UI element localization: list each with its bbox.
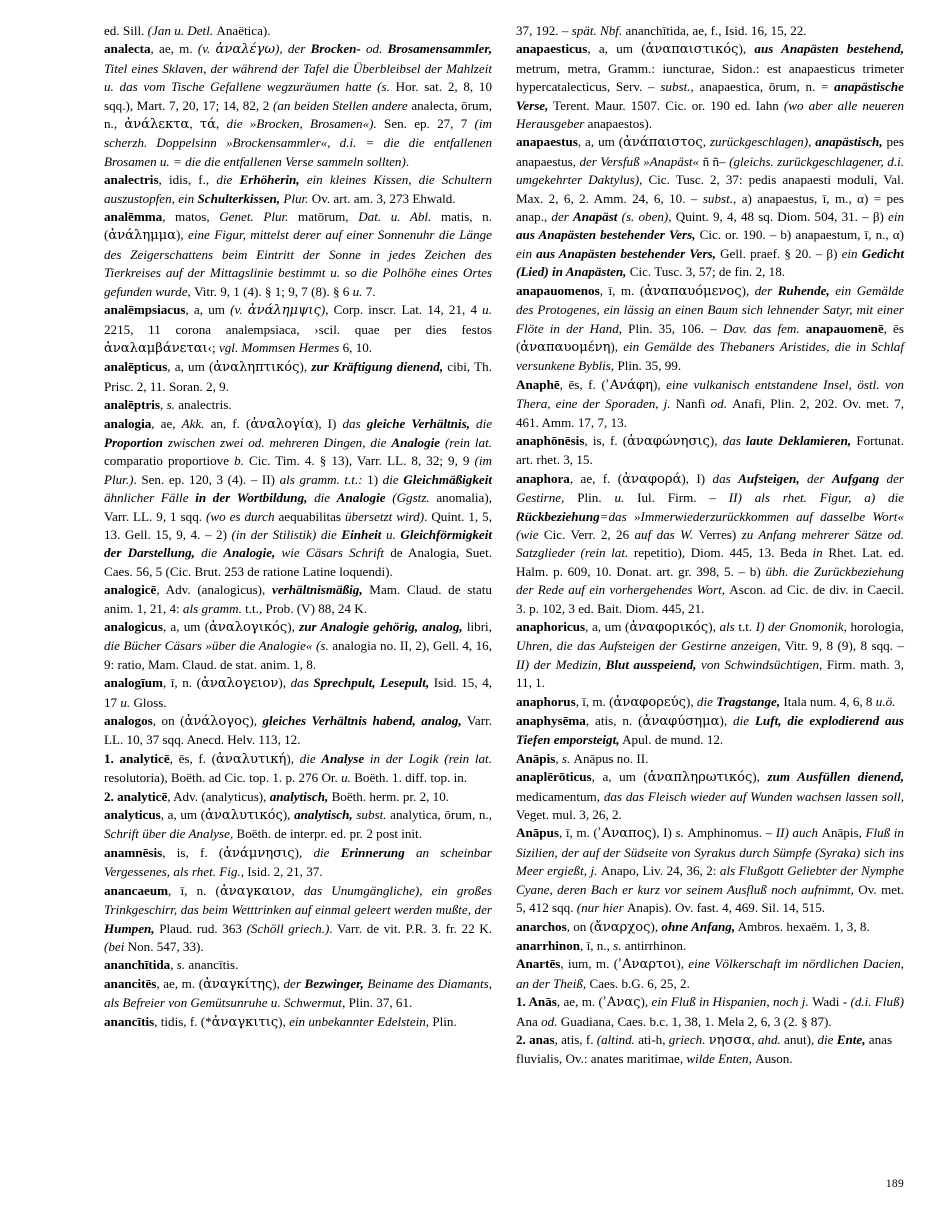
dictionary-entry: Anāpis, s. Anāpus no. II. [516,750,649,766]
dictionary-entry: anamnēsis, is, f. (ἀνάμνησις), die Erinnerung an scheinbar Vergessenes, als rhet. Fig., Isid. 2, 21, 37. [104,844,492,880]
dictionary-entry: anarchos, on (ἄναρχος), ohne Anfang, Ambros. hexaëm. 1, 3, 8. [516,918,870,935]
dictionary-entry: 1. analyticē, ēs, f. (ἀναλυτική), die Analyse in der Logik (rein lat. resolutoria), Boëth. ad Cic. top. 1. p. 276 Or. u. Boëth. 1. diff. top. in. [104,750,492,786]
dictionary-entry: anaphoricus, a, um (ἀναφορικός), als t.t. I) der Gnomonik, horologia, Uhren, die das Aufsteigen der Gestirne anzeigen, Vitr. 9, 8 (9), 8 sqq. – II) der Medizin, Blut ausspeiend, von Schwindsüchtigen, Firm. math. 3, 11, 1. [516,619,904,691]
dictionary-entry: Anāpus, ī, m. (ʾΑναπος), I) s. Amphinomus. – II) auch Anāpis, Fluß in Sizilien, der auf der Südseite von Syrakus durch Sümpfe (Syraka) sich ins Meer ergießt, j. Anapo, Liv. 24, 36, 2: als Flußgott Geliebter der Nymphe Cyane, deren Bach er kurz vor seinem Ausfluß noch aufnimmt, Ov. met. 5, 412 sqq. (nur hier Anapis). Ov. fast. 4, 469. Sil. 14, 515. [516,825,905,916]
dictionary-entry: analogos, on (ἀνάλογος), gleiches Verhältnis habend, analog, Varr. LL. 10, 37 sqq. Anecd. Helv. 113, 12. [104,713,492,748]
dictionary-entry: anancaeum, ī, n. (ἀναγκαιον, das Unumgängliche), ein großes Trinkgeschirr, das beim Wetttrinken auf einmal geleert werden mußte, der Humpen, Plaud. rud. 363 (Schöll griech.). Varr. de vit. P.R. 3. fr. 22 K. (bei Non. 547, 33). [104,882,493,954]
dictionary-entry: Anartēs, ium, m. (ʾΑναρτοι), eine Völkerschaft im nördlichen Dacien, an der Theiß, Caes. b.G. 6, 25, 2. [516,956,904,991]
left-column [104,22,492,1152]
dictionary-entry: analecta, ae, m. (v. ἀναλέγω), der Brocken- od. Brosamensammler, Titel eines Sklaven, der während der Tafel die Überbleibsel der Mahlzeit u. das vom Tische Gefallene wegzuräumen hatte (s. Hor. sat. 2, 8, 10 sqq.), Mart. 7, 20, 17; 14, 82, 2 (an beiden Stellen andere analecta, ōrum, n., ἀνάλεκτα, τά, die »Brocken, Brosamen«). Sen. ep. 27, 7 (im scherzh. Doppelsinn »Brockensammler«, d.i. = die die entfallenen Brosamen u. = die die entfallenen Verse sammeln sollten). [104,41,493,169]
dictionary-entry: 2. anas, atis, f. (altind. ati-h, griech. νησσα, ahd. anut), die Ente, anas fluvialis, Ov.: anates maritimae, wilde Enten, Auson. [516,1031,893,1067]
dictionary-entry: anaphysēma, atis, n. (ἀναφύσημα), die Luft, die explodierend aus Tiefen emporsteigt, Apul. de mund. 12. [516,713,904,748]
dictionary-entry: analectris, idis, f., die Erhöherin, ein kleines Kissen, die Schultern auszustopfen, ein Schulterkissen, Plur. Ov. art. am. 3, 273 Ehwald. [104,172,492,206]
page-columns [104,22,904,1152]
dictionary-entry: analēpticus, a, um (ἀναληπτικός), zur Kräftigung dienend, cibi, Th. Prisc. 2, 11. Soran. 2, 9. [104,359,492,394]
dictionary-entry: analogicē, Adv. (analogicus), verhältnismäßig, Mam. Claud. de statu anim. 1, 21, 4: als gramm. t.t., Prob. (V) 88, 24 K. [104,582,492,616]
dictionary-entry: analogicus, a, um (ἀναλογικός), zur Analogie gehörig, analog, libri, die Bücher Cäsars »über die Analogie« (s. analogia no. II, 2), Gell. 4, 16, 9: ratio, Mam. Claud. de stat. anim. 1, 8. [104,619,492,672]
dictionary-entry: anarrhinon, ī, n., s. antirrhinon. [516,937,687,953]
dictionary-entry: anaphorus, ī, m. (ἀναφορεύς), die Tragstange, Itala num. 4, 6, 8 u.ö. [516,693,896,710]
dictionary-entry: analogīum, ī, n. (ἀναλογειον), das Sprechpult, Lesepult, Isid. 15, 4, 17 u. Gloss. [104,675,493,710]
dictionary-entry: anapaesticus, a, um (ἀναπαιστικός), aus Anapästen bestehend, metrum, metra, Gramm.: iuncturae, Sidon.: est anapaesticus trimeter hypercatalecticus, Serv. – subst., anapaestica, ōrum, n. = anapästische Verse, Terent. Maur. 1507. Cic. or. 190 ed. Iahn (wo aber alle neueren Herausgeber anapaestos). [516,41,905,132]
dictionary-entry: 2. analyticē, Adv. (analyticus), analytisch, Boëth. herm. pr. 2, 10. [104,788,450,804]
dictionary-entry: 1. Anās, ae, m. (ʾΑνας), ein Fluß in Hispanien, noch j. Wadi - (d.i. Fluß) Ana od. Guadiana, Caes. b.c. 1, 38, 1. Mela 2, 6, 3 (2. § 87). [516,994,904,1029]
dictionary-entry: anaphōnēsis, is, f. (ἀναφώνησις), das laute Deklamieren, Fortunat. art. rhet. 3, 15. [516,432,904,468]
dictionary-entry: anaphora, ae, f. (ἀναφορά), I) das Aufsteigen, der Aufgang der Gestirne, Plin. u. Iul. Firm. – II) als rhet. Figur, a) die Rückbeziehung=das »Immerwiederzurückkommen auf dasselbe Wort« (wie Cic. Verr. 2, 26 auf das W. Verres) zu Anfang mehrerer Sätze od. Satzglieder (rein lat. repetitio), Diom. 445, 13. Beda in Rhet. Lat. ed. Halm. p. 609, 10. Donat. art. gr. 398, 5. – b) übh. die Zurückbeziehung der Rede auf ein vorhergehendes Wort, Ascon. ad Cic. de div. in Caecil. 3. p. 102, 3 ed. Bait. Diom. 445, 21. [516,470,905,616]
right-column [516,22,904,1152]
dictionary-entry: anancītis, tidis, f. (*ἀναγκιτις), ein unbekannter Edelstein, Plin. [104,1013,457,1030]
dictionary-entry: analyticus, a, um (ἀναλυτικός), analytisch, subst. analytica, ōrum, n., Schrift über die Analyse, Boëth. de interpr. ed. pr. 2 post init. [104,807,492,842]
dictionary-entry: Anaphē, ēs, f. (ʾΑνάφη), eine vulkanisch entstandene Insel, östl. von Thera, eine der Sporaden, j. Nanfi od. Anafi, Plin. 2, 202. Ov. met. 7, 461. Amm. 17, 7, 13. [516,376,905,430]
entry-continuation: ed. Sill. (Jan u. Detl. Anaëtica). [104,23,271,38]
dictionary-entry: anancitēs, ae, m. (ἀναγκίτης), der Bezwinger, Beiname des Diamants, als Befreier von Gemütsunruhe u. Schwermut, Plin. 37, 61. [104,975,493,1011]
dictionary-entry: analēmma, matos, Genet. Plur. matōrum, Dat. u. Abl. matis, n. (ἀνάλημμα), eine Figur, mittelst derer auf einer Sonnenuhr die Länge des Zeigerschattens beim Eintritt der Sonne in jedes Zeichen des Tierkreises auf der Mittagslinie bestimmt u. so die Polhöhe eines Ortes gefunden wurde, Vitr. 9, 1 (4). § 1; 9, 7 (8). § 6 u. 7. [104,209,492,299]
dictionary-entry: analēmpsiacus, a, um (v. ἀνάλημψις), Corp. inscr. Lat. 14, 21, 4 u. 2215, 11 corona analempsiaca, ›scil. quae per dies festos ἀναλαμβάνεται‹; vgl. Mommsen Hermes 6, 10. [104,302,492,356]
dictionary-entry: anapauomenos, ī, m. (ἀναπαυόμενος), der Ruhende, ein Gemälde des Protogenes, ein lässig an einen Baum sich lehnender Satyr, mit einer Flöte in der Hand, Plin. 35, 106. – Dav. das fem. anapauomenē, ēs (ἀναπαυομένη), ein Gemälde des Thebaners Aristides, die in Schlaf versunkene Byblis, Plin. 35, 99. [516,282,904,374]
dictionary-entry: ananchītida, s. anancītis. [104,957,239,973]
dictionary-entry: anaplērōticus, a, um (ἀναπληρωτικός), zum Ausfüllen dienend, medicamentum, das das Fleisch wieder auf Wunden wachsen lassen soll, Veget. mul. 3, 26, 2. [516,769,904,823]
page-number: 189 [885,1178,904,1190]
entry-continuation: 37, 192. – spät. Nbf. ananchītida, ae, f., Isid. 16, 15, 22. [516,23,807,38]
dictionary-entry: anapaestus, a, um (ἀνάπαιστος, zurückgeschlagen), anapästisch, pes anapaestus, der Versfuß »Anapäst« ñ ñ– (gleichs. zurückgeschlagener, d.i. umgekehrter Daktylus), Cic. Tusc. 2, 37: pedis anapaesti moduli, Val. Max. 2, 6, 2. Amm. 24, 6, 10. – subst., a) anapaestus, ī, m., α) = pes anap., der Anapäst (s. oben), Quint. 9, 4, 48 sq. Diom. 504, 31. – β) ein aus Anapästen bestehender Vers, Cic. or. 190. – b) anapaestum, ī, n., α) ein aus Anapästen bestehender Vers, Gell. praef. § 20. – β) ein Gedicht (Lied) in Anapästen, Cic. Tusc. 3, 57; de fin. 2, 18. [516,134,905,280]
dictionary-entry: analogia, ae, Akk. an, f. (ἀναλογία), I) das gleiche Verhältnis, die Proportion zwischen zwei od. mehreren Dingen, die Analogie (rein lat. comparatio proportiove b. Cic. Tim. 4. § 13), Varr. LL. 8, 32; 9, 9 (im Plur.). Sen. ep. 120, 3 (4). – II) als gramm. t.t.: 1) die Gleichmäßigkeit ähnlicher Fälle in der Wortbildung, die Analogie (Ggstz. anomalia), Varr. LL. 9, 1 sqq. (wo es durch aequabilitas übersetzt wird). Quint. 1, 5, 13. Gell. 15, 9, 4. – 2) (in der Stilistik) die Einheit u. Gleichförmigkeit der Darstellung, die Analogie, wie Cäsars Schrift de Analogia, Suet. Caes. 56, 5 (Cic. Brut. 253 de ratione Latine loquendi). [104,415,493,579]
dictionary-entry: analēptris, s. analectris. [104,397,232,413]
